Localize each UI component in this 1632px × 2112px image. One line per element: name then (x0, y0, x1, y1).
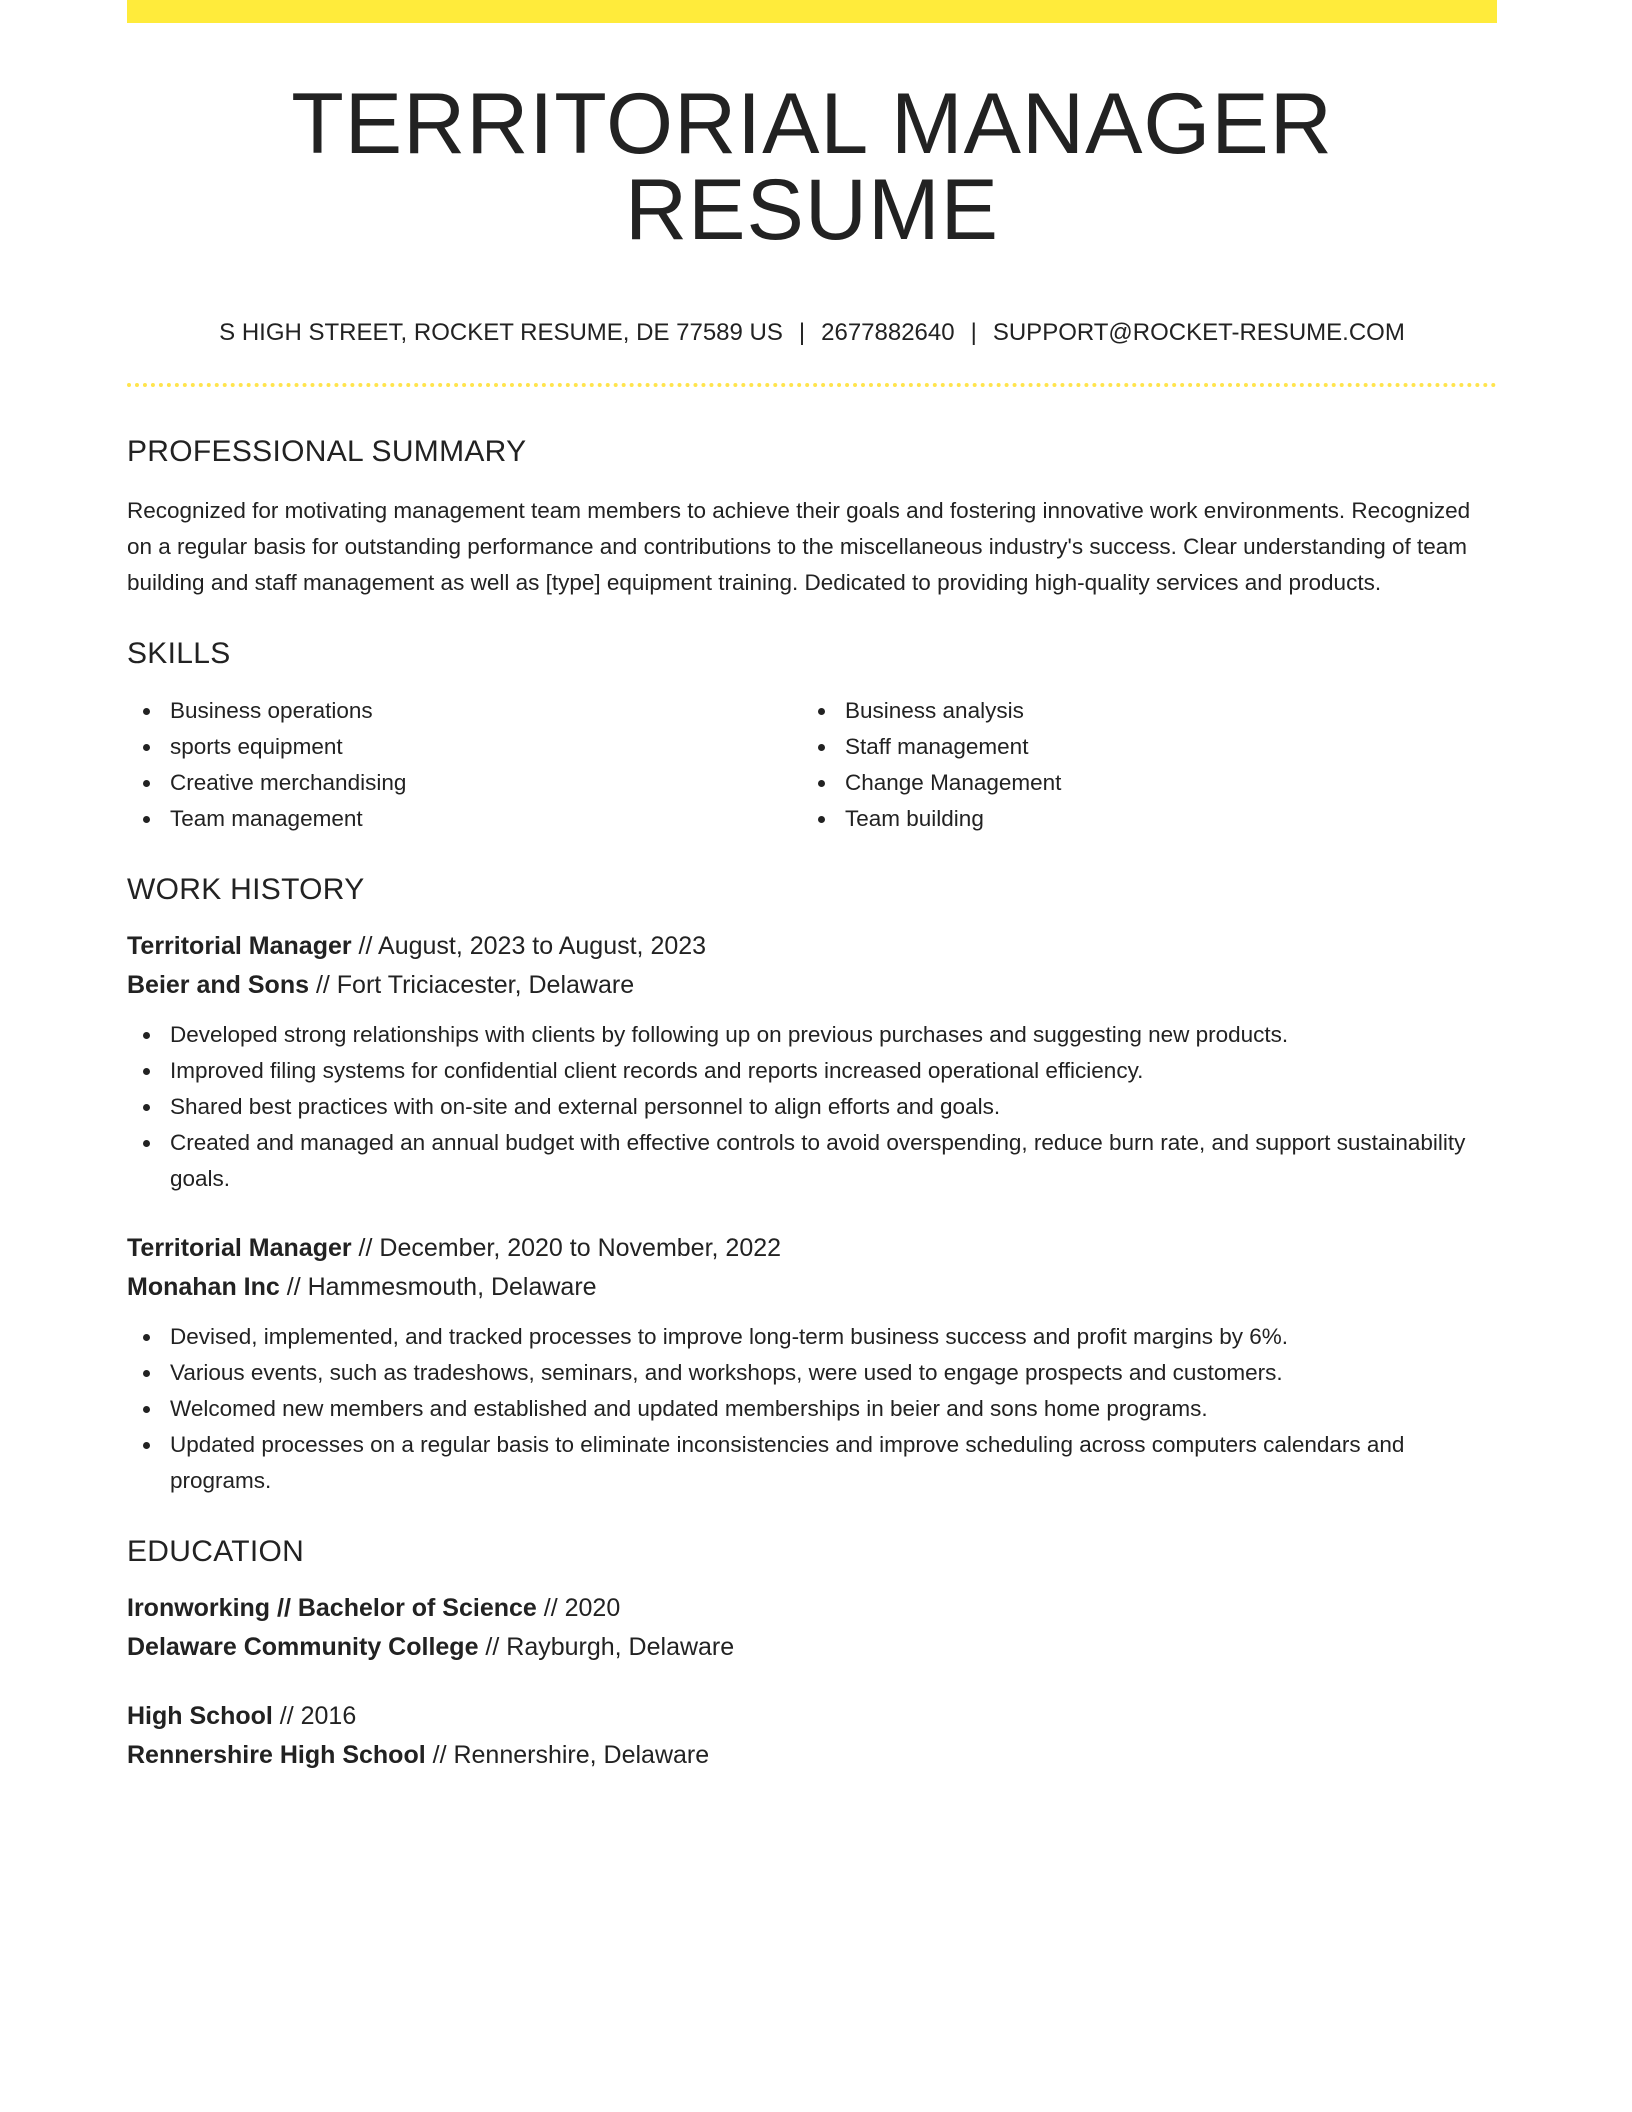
job-bullet: Various events, such as tradeshows, seminars, and workshops, were used to engage prospects and customers. (170, 1355, 1497, 1391)
skill-item: Business analysis (845, 693, 1477, 729)
education-location: // Rayburgh, Delaware (478, 1633, 735, 1661)
job-title: Territorial Manager (127, 1234, 352, 1262)
job-company-line (127, 1268, 1497, 1307)
skills-heading: SKILLS (127, 637, 231, 670)
skill-item: Change Management (845, 765, 1477, 801)
job-title-line (127, 927, 1497, 966)
education-school-line (127, 1628, 1497, 1667)
job-bullet: Created and managed an annual budget with effective controls to avoid overspending, reduce burn rate, and support sustainability goals. (170, 1125, 1497, 1197)
skill-item: Team building (845, 801, 1477, 837)
job-title: Territorial Manager (127, 932, 352, 960)
skills-column-right (802, 693, 1477, 837)
accent-top-bar (127, 0, 1497, 23)
education-year: // 2020 (536, 1594, 621, 1622)
job-entry (127, 927, 1497, 1197)
skill-item: Staff management (845, 729, 1477, 765)
education-degree: High School (127, 1702, 273, 1730)
job-bullet: Welcomed new members and established and updated memberships in beier and sons home programs. (170, 1391, 1497, 1427)
job-bullet: Developed strong relationships with clients by following up on previous purchases and suggesting new products. (170, 1017, 1497, 1053)
job-dates: // August, 2023 to August, 2023 (351, 932, 707, 960)
education-degree-line (127, 1697, 1497, 1736)
contact-separator: | (970, 319, 977, 346)
job-company-line (127, 966, 1497, 1005)
skills-column-left (127, 693, 802, 837)
education-school: Delaware Community College (127, 1633, 479, 1661)
resume-title: TERRITORIAL MANAGER RESUME (291, 76, 1333, 258)
work-history-heading: WORK HISTORY (127, 873, 365, 906)
education-entry (127, 1589, 1497, 1667)
education-year: // 2016 (272, 1702, 357, 1730)
job-bullets (127, 1319, 1497, 1499)
education-heading: EDUCATION (127, 1535, 305, 1568)
education-degree: Ironworking // Bachelor of Science (127, 1594, 537, 1622)
job-bullet: Updated processes on a regular basis to eliminate inconsistencies and improve scheduling across computers calendars and programs. (170, 1427, 1497, 1499)
job-location: // Fort Triciacester, Delaware (309, 971, 635, 999)
education-school-line (127, 1736, 1497, 1775)
job-bullet: Improved filing systems for confidential client records and reports increased operational efficiency. (170, 1053, 1497, 1089)
education-degree-line (127, 1589, 1497, 1628)
job-company: Monahan Inc (127, 1273, 280, 1301)
job-bullet: Devised, implemented, and tracked processes to improve long-term business success and profit margins by 6%. (170, 1319, 1497, 1355)
skill-item: Business operations (170, 693, 802, 729)
job-dates: // December, 2020 to November, 2022 (351, 1234, 782, 1262)
dotted-divider (127, 383, 1497, 387)
contact-address: S HIGH STREET, ROCKET RESUME, DE 77589 US (219, 319, 783, 346)
summary-heading: PROFESSIONAL SUMMARY (127, 435, 527, 468)
contact-separator: | (798, 319, 806, 346)
job-entry (127, 1229, 1497, 1499)
job-bullets (127, 1017, 1497, 1197)
summary-text: Recognized for motivating management team members to achieve their goals and fostering innovative work environments. Recognized on a regular basis for outstanding performance and contributions to the miscellaneous industry's success. Clear understanding of team building and staff management as well as [type] equipment training. Dedicated to providing high-quality services and products. (127, 498, 1471, 595)
education-location: // Rennershire, Delaware (425, 1741, 710, 1769)
education-entry (127, 1697, 1497, 1775)
education-school: Rennershire High School (127, 1741, 426, 1769)
job-company: Beier and Sons (127, 971, 309, 999)
skill-item: sports equipment (170, 729, 802, 765)
contact-line (127, 321, 1497, 345)
skill-item: Creative merchandising (170, 765, 802, 801)
contact-phone: 2677882640 (821, 319, 955, 346)
job-title-line (127, 1229, 1497, 1268)
job-location: // Hammesmouth, Delaware (279, 1273, 597, 1301)
skill-item: Team management (170, 801, 802, 837)
contact-email: SUPPORT@ROCKET-RESUME.COM (992, 319, 1405, 346)
job-bullet: Shared best practices with on-site and external personnel to align efforts and goals. (170, 1089, 1497, 1125)
resume-page (127, 0, 1497, 1775)
skills-list (127, 693, 1497, 837)
